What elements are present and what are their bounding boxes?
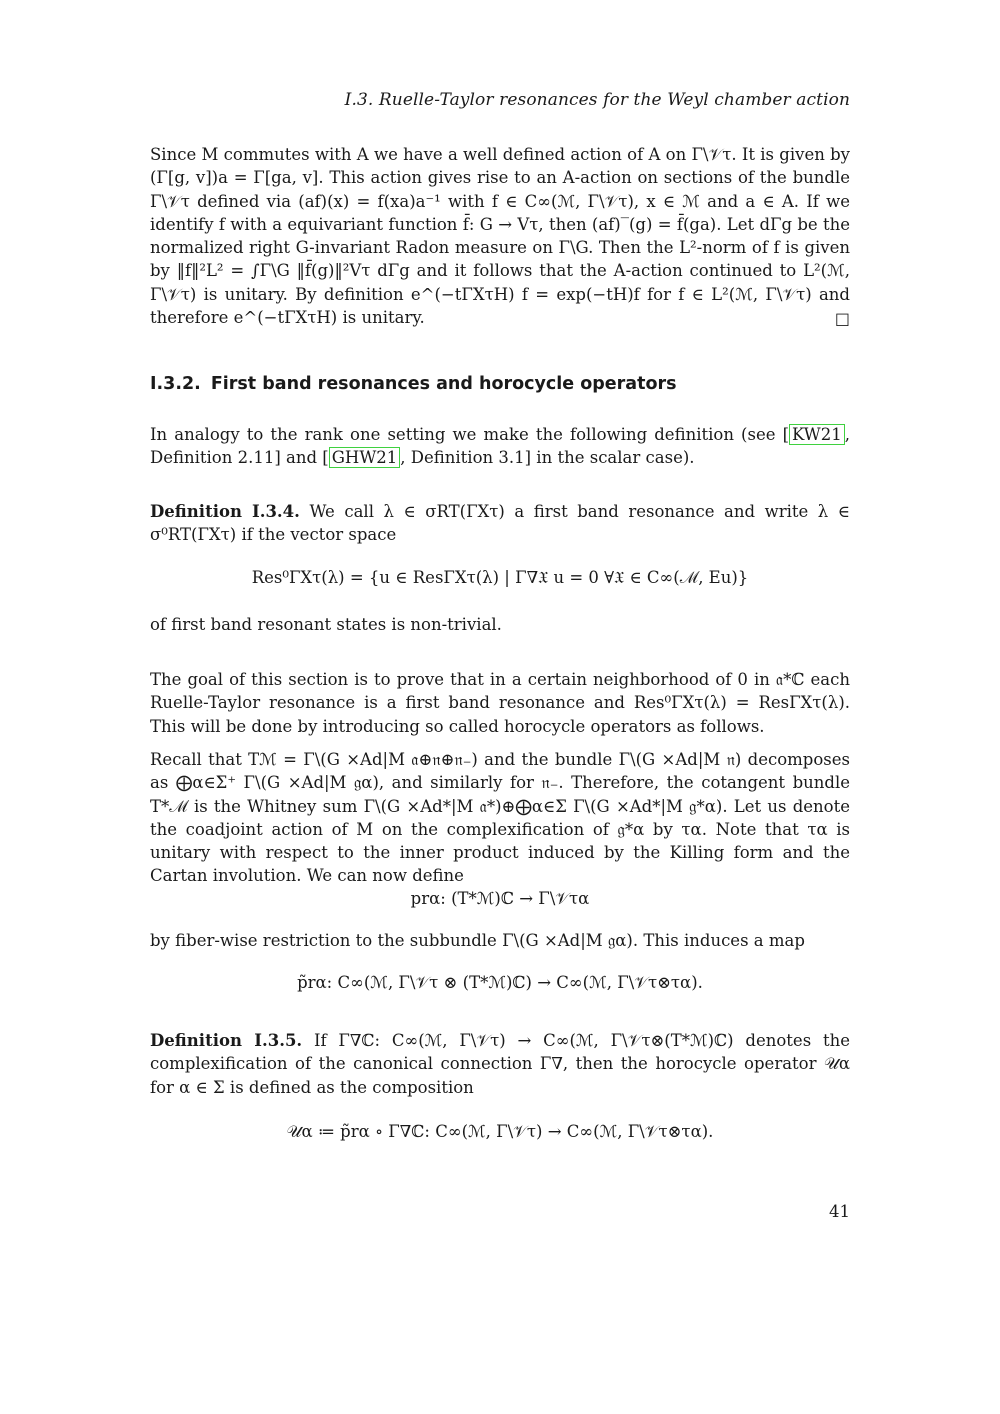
recall-paragraph: Recall that Tℳ = Γ\(G ×Ad|M 𝔞⊕𝔫⊕𝔫₋) and the bundle Γ\(G ×Ad|M 𝔫) decomposes as ⨁α∈Σ⁺ Γ\(G ×Ad|M 𝔤α), and similarly for 𝔫₋. Therefore, the cotangent bundle T*ℳ is the Whitney sum Γ\(G ×Ad*|M 𝔞*)⊕⨁α∈Σ Γ\(G ×Ad*|M 𝔤*α). Let us denote the coadjoint action of M on the complexification of 𝔤*α by τα. Note that τα is unitary with respect to the inner product induced by the Killing form and the Cartan involution. We can now define [150, 750, 850, 886]
proof-end-paragraph: Since M commutes with A we have a well defined action of A on Γ\𝒱τ. It is given by (Γ[g, v])a = Γ[ga, v]. This action gives rise to an A-action on sections of the bundle Γ\𝒱τ defined via (af)(x) = f(xa)a⁻¹ with f ∈ C∞(ℳ, Γ\𝒱τ), x ∈ ℳ and a ∈ A. If we identify f with a equivariant function f̄: G → Vτ, then (af)‾(g) = f̄(ga). Let dΓg be the normalized right G-invariant Radon measure on Γ\G. Then the L²-norm of f is given by ‖f‖²L² = ∫Γ\G ‖f̄(g)‖²Vτ dΓg and it follows that the A-action continued to L²(ℳ, Γ\𝒱τ) is unitary. By definition e^(−tΓXτH) f = exp(−tH)f for f ∈ L²(ℳ, Γ\𝒱τ) and therefore e^(−tΓXτH) is unitary. [150, 145, 850, 328]
qed-symbol: □ [834, 309, 850, 328]
intro-text-1: In analogy to the rank one setting we make the following definition (see [150, 425, 783, 444]
display-equation-horocycle: 𝒰α ≔ p̃rα ∘ Γ∇ℂ: C∞(ℳ, Γ\𝒱τ) → C∞(ℳ, Γ\𝒱τ⊗τα). [286, 1122, 714, 1141]
goal-paragraph: The goal of this section is to prove that in a certain neighborhood of 0 in 𝔞*ℂ each Ruelle-Taylor resonance is a first band resonance and Res⁰ΓXτ(λ) = ResΓXτ(λ). This will be done by introducing so called horocycle operators as follows. [150, 670, 850, 736]
definition-text: If Γ∇ℂ: C∞(ℳ, Γ\𝒱τ) → C∞(ℳ, Γ\𝒱τ⊗(T*ℳ)ℂ) denotes the complexification of the canonical connection Γ∇, then the horocycle operator 𝒰α for α ∈ Σ is defined as the composition [150, 1031, 850, 1097]
definition-i-3-4 [150, 500, 850, 547]
section-title: First band resonances and horocycle operators [210, 374, 677, 394]
intro-text-3: , Definition 3.1] in the scalar case). [400, 448, 695, 468]
running-head: I.3. Ruelle-Taylor resonances for the Weyl chamber action [344, 90, 850, 110]
section-heading [150, 374, 677, 394]
definition-label: Definition I.3.4. [150, 502, 300, 521]
display-equation-pr: prα: (T*ℳ)ℂ → Γ\𝒱τα [410, 889, 590, 908]
definition-closing: of first band resonant states is non-trivial. [150, 615, 502, 634]
intro-text-2: , Definition 2.11] and [ [150, 425, 850, 468]
page-number: 41 [829, 1202, 850, 1221]
display-equation-pr-tilde: p̃rα: C∞(ℳ, Γ\𝒱τ ⊗ (T*ℳ)ℂ) → C∞(ℳ, Γ\𝒱τ⊗τα). [297, 973, 703, 992]
citation-link-ghw21[interactable]: GHW21 [329, 447, 401, 468]
display-equation-res0: Res⁰ΓXτ(λ) = {u ∈ ResΓXτ(λ) | Γ∇𝔛 u = 0 ∀𝔛 ∈ C∞(ℳ, Eu)} [251, 568, 749, 587]
definition-text: We call λ ∈ σRT(ΓXτ) a first band resonance and write λ ∈ σ⁰RT(ΓXτ) if the vector space [150, 502, 850, 545]
definition-i-3-5 [150, 1029, 850, 1099]
citation-link-kw21[interactable]: KW21 [789, 424, 845, 445]
definition-label: Definition I.3.5. [150, 1031, 303, 1050]
fiber-paragraph: by fiber-wise restriction to the subbundle Γ\(G ×Ad|M 𝔤α). This induces a map [150, 931, 805, 950]
intro-paragraph: In analogy to the rank one setting we make the following definition (see [ KW21 , Definition 2.11] and [ GHW21 , Definition 3.1] in the scalar case). [150, 425, 850, 468]
section-number: I.3.2. [150, 374, 201, 394]
